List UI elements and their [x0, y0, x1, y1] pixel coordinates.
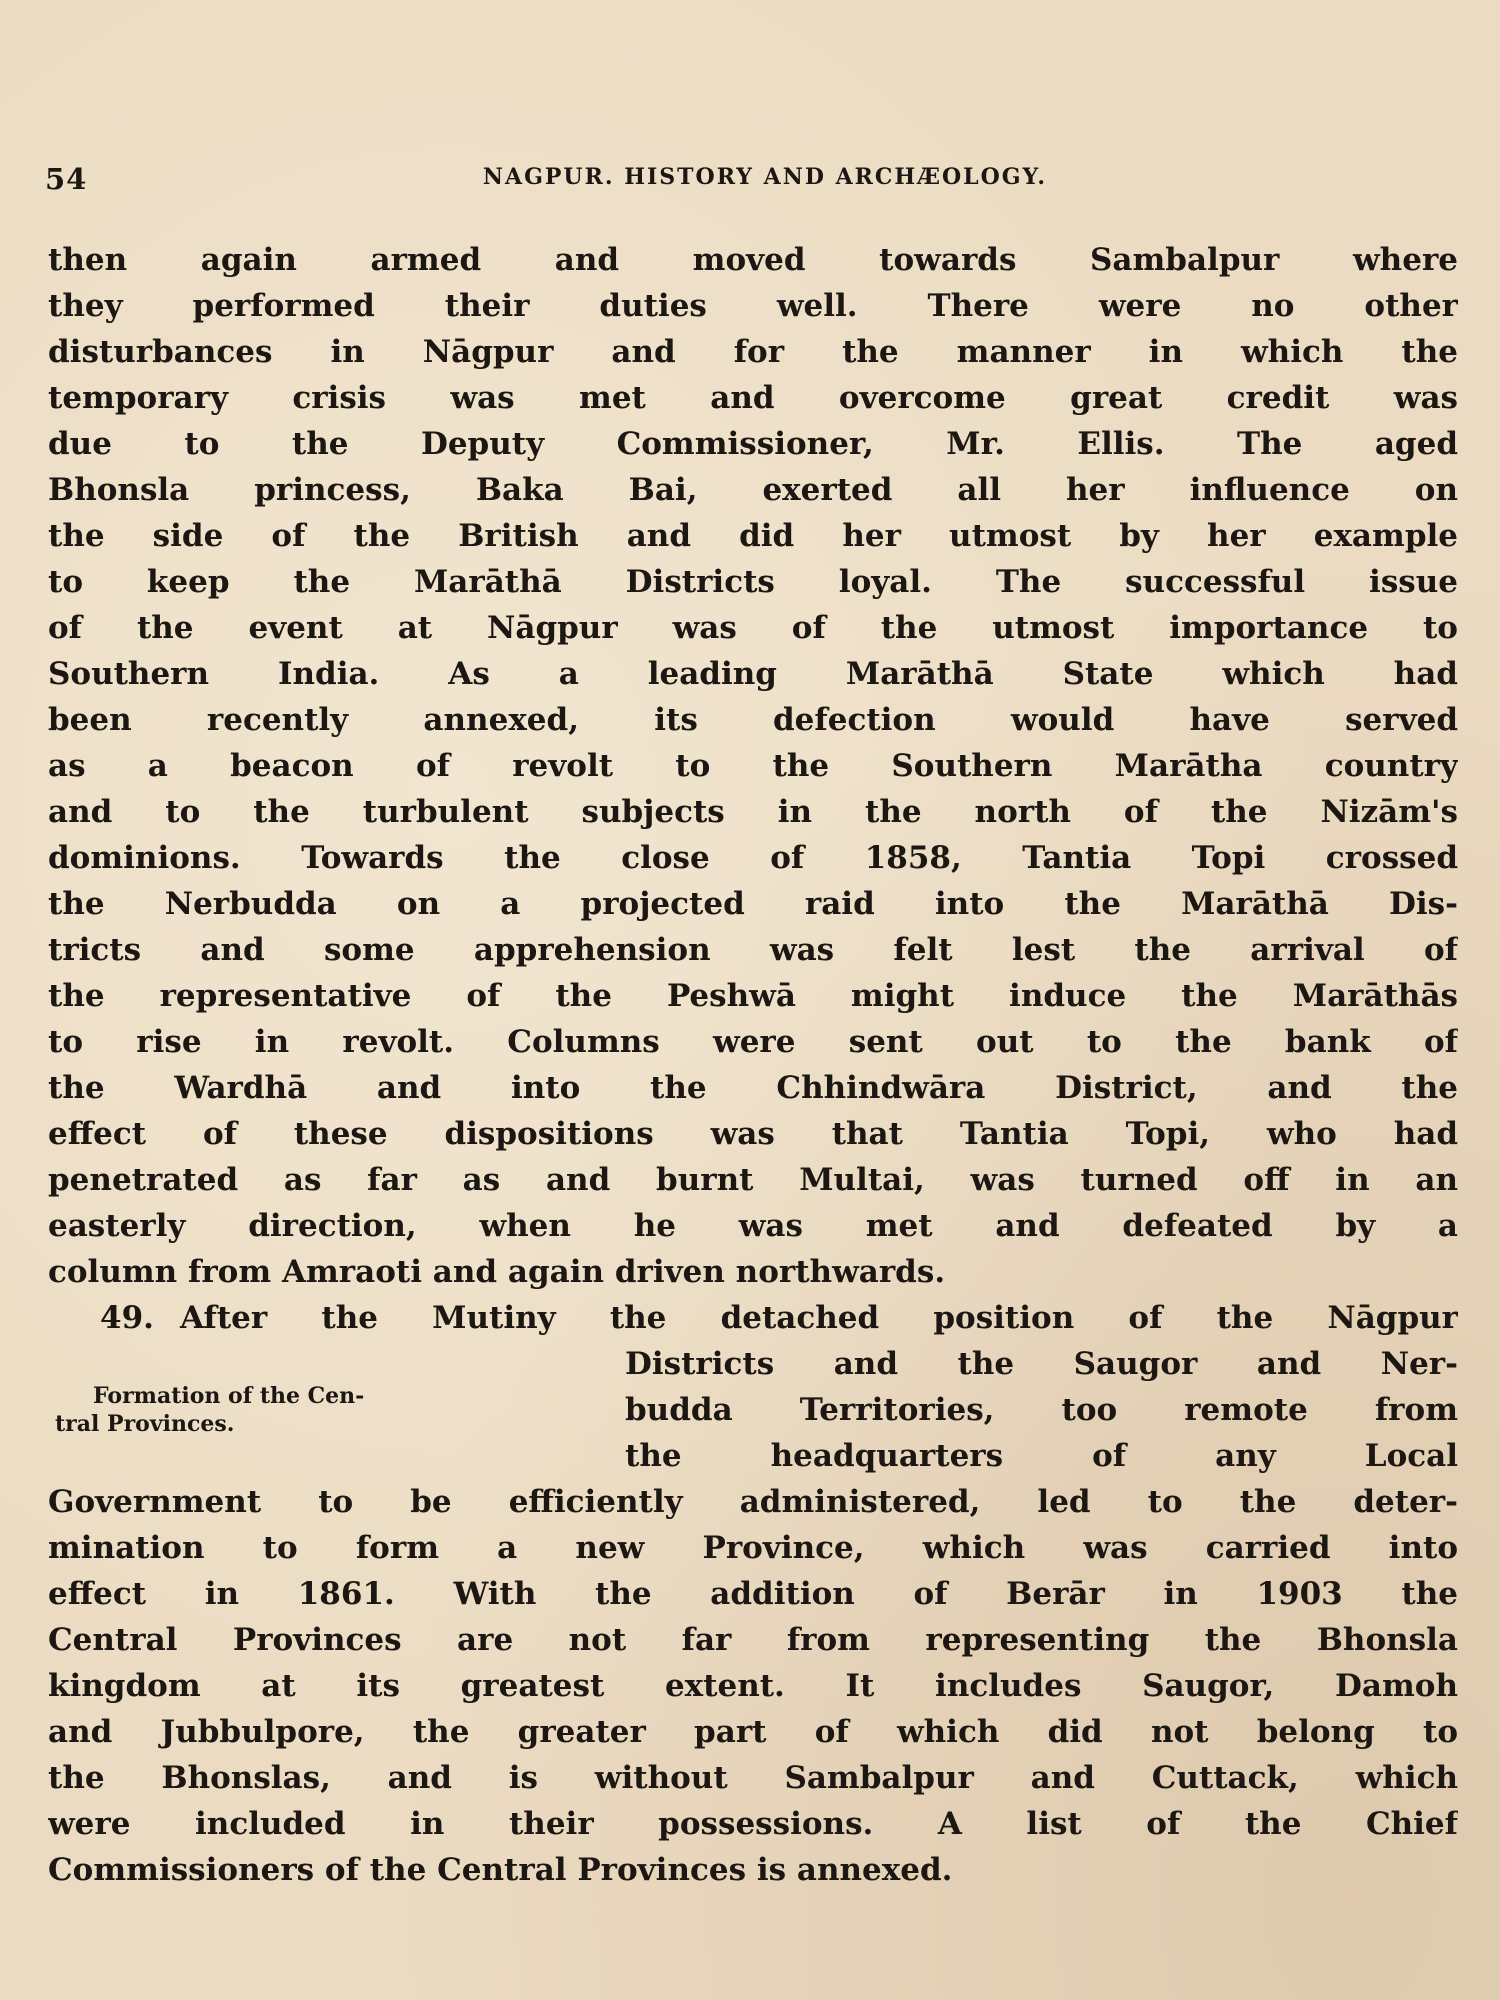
text-line: dominions. Towards the close of 1858, Tantia Topi crossed: [48, 840, 1458, 876]
text-line: budda Territories, too remote from: [625, 1392, 1458, 1428]
text-line: the side of the British and did her utmost by her example: [48, 518, 1458, 554]
margin-note-line: Formation of the Cen-: [93, 1383, 365, 1409]
text-line: penetrated as far as and burnt Multai, was turned off in an: [48, 1162, 1458, 1198]
text-line: tricts and some apprehension was felt lest the arrival of: [48, 932, 1458, 968]
text-line: Central Provinces are not far from representing the Bhonsla: [48, 1622, 1458, 1658]
paragraph-number: 49.: [100, 1300, 154, 1336]
running-head: NAGPUR. HISTORY AND ARCHÆOLOGY.: [482, 164, 1048, 190]
text-line: Districts and the Saugor and Ner-: [625, 1346, 1458, 1382]
text-line: Bhonsla princess, Baka Bai, exerted all her influence on: [48, 472, 1458, 508]
text-line: the headquarters of any Local: [625, 1438, 1458, 1474]
text-line: were included in their possessions. A list of the Chief: [48, 1806, 1458, 1842]
text-line: been recently annexed, its defection would have served: [48, 702, 1458, 738]
text-line: and Jubbulpore, the greater part of which did not belong to: [48, 1714, 1458, 1750]
text-line: disturbances in Nāgpur and for the manner in which the: [48, 334, 1458, 370]
text-line: Southern India. As a leading Marāthā State which had: [48, 656, 1458, 692]
text-line: mination to form a new Province, which was carried into: [48, 1530, 1458, 1566]
paragraph-first-line-text: After the Mutiny the detached position of the Nāgpur: [180, 1300, 1458, 1336]
text-line: then again armed and moved towards Sambalpur where: [48, 242, 1458, 278]
text-line: Commissioners of the Central Provinces is annexed.: [48, 1852, 953, 1888]
text-line: the Nerbudda on a projected raid into the Marāthā Dis-: [48, 886, 1458, 922]
text-line: the Wardhā and into the Chhindwāra District, and the: [48, 1070, 1458, 1106]
text-line: the representative of the Peshwā might induce the Marāthās: [48, 978, 1458, 1014]
text-line: easterly direction, when he was met and defeated by a: [48, 1208, 1458, 1244]
text-line: effect of these dispositions was that Tantia Topi, who had: [48, 1116, 1458, 1152]
text-line: Government to be efficiently administered, led to the deter-: [48, 1484, 1458, 1520]
text-line: and to the turbulent subjects in the north of the Nizām's: [48, 794, 1458, 830]
paragraph-first-line: [100, 1298, 1458, 1338]
page-header: [45, 158, 1465, 198]
text-line: effect in 1861. With the addition of Berār in 1903 the: [48, 1576, 1458, 1612]
text-line: to keep the Marāthā Districts loyal. The successful issue: [48, 564, 1458, 600]
text-line: of the event at Nāgpur was of the utmost importance to: [48, 610, 1458, 646]
text-line: temporary crisis was met and overcome great credit was: [48, 380, 1458, 416]
page-number: 54: [45, 162, 88, 196]
margin-note: [55, 1382, 575, 1438]
text-line: kingdom at its greatest extent. It includes Saugor, Damoh: [48, 1668, 1458, 1704]
text-line: they performed their duties well. There were no other: [48, 288, 1458, 324]
text-line: due to the Deputy Commissioner, Mr. Ellis. The aged: [48, 426, 1458, 462]
text-line: as a beacon of revolt to the Southern Marātha country: [48, 748, 1458, 784]
text-line: column from Amraoti and again driven northwards.: [48, 1254, 946, 1290]
margin-note-line: tral Provinces.: [55, 1411, 235, 1437]
text-line: the Bhonslas, and is without Sambalpur and Cuttack, which: [48, 1760, 1458, 1796]
text-line: to rise in revolt. Columns were sent out to the bank of: [48, 1024, 1458, 1060]
